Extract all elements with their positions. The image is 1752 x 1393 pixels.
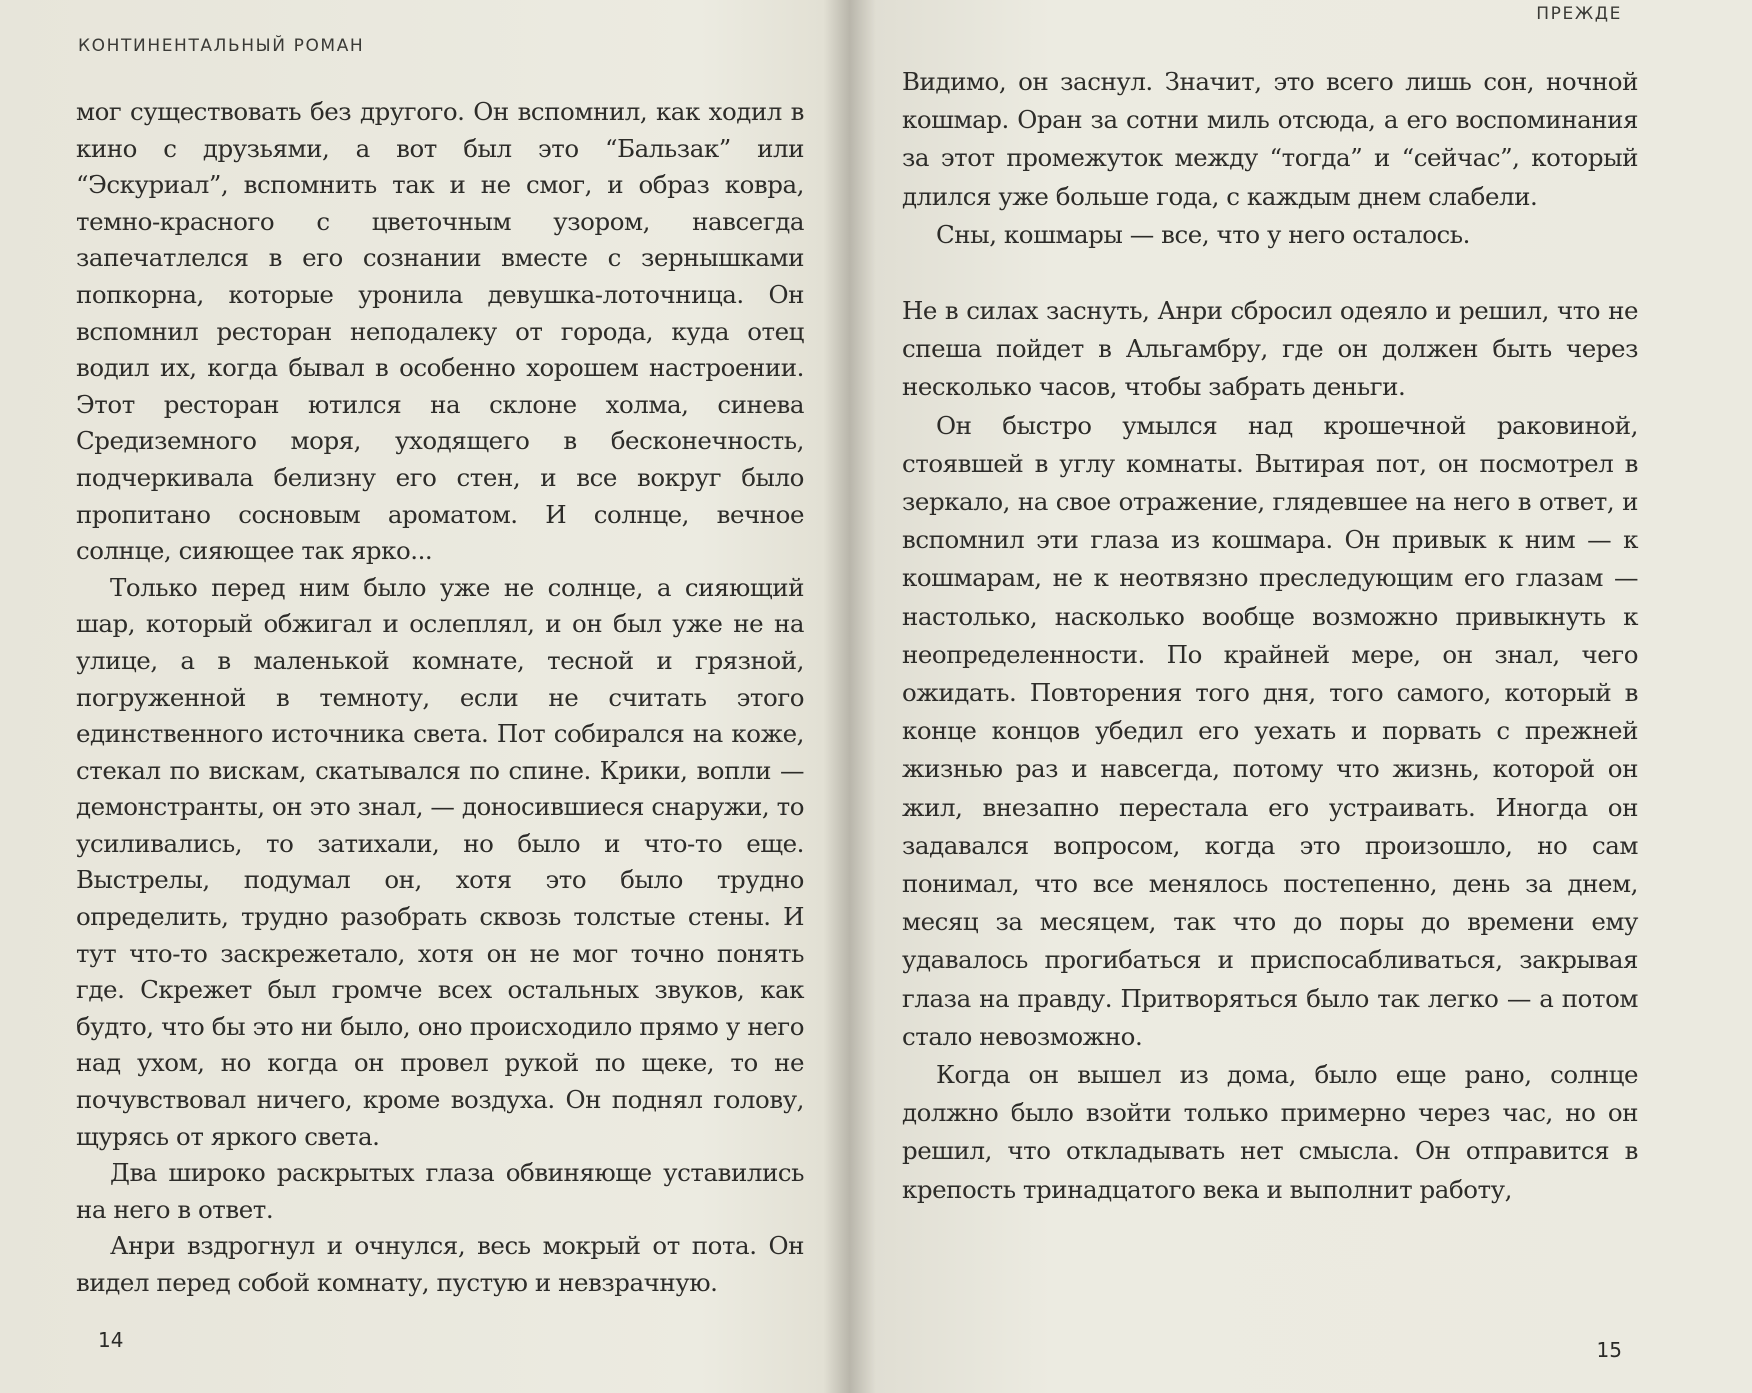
page-number-right: 15	[1596, 1338, 1622, 1362]
paragraph: мог существовать без другого. Он вспомнил, как ходил в кино с друзьями, а вот был это “Бальзак” или “Эскуриал”, вспомнить так и не смог, и образ ковра, темно-красного с цветочным узором, навсегда запечатлелся в его сознании вместе с зернышками попкорна, которые уронила девушка-лоточница. Он вспомнил ресторан неподалеку от города, куда отец водил их, когда бывал в особенно хорошем настроении. Этот ресторан ютился на склоне холма, синева Средиземного моря, уходящего в бесконечность, подчеркивала белизну его стен, и все вокруг было пропитано сосновым ароматом. И солнце, вечное солнце, сияющее так ярко...	[76, 97, 804, 566]
paragraph: Сны, кошмары — все, что у него осталось.	[936, 219, 1470, 249]
paragraph: Только перед ним было уже не солнце, а сияющий шар, который обжигал и ослеплял, и он был уже не на улице, а в маленькой комнате, тесной и грязной, погруженной в темноту, если не считать этого единственного источника света. Пот собирался на коже, стекал по вискам, скатывался по спине. Крики, вопли — демонстранты, он это знал, — доносившиеся снаружи, то усиливались, то затихали, но было и что-то еще. Выстрелы, подумал он, хотя это было трудно определить, трудно разобрать сквозь толстые стены. И тут что-то заскрежетало, хотя он не мог точно понять где. Скрежет был громче всех остальных звуков, как будто, что бы это ни было, оно происходило прямо у него над ухом, но когда он провел рукой по щеке, то не почувствовал ничего, кроме воздуха. Он поднял голову, щурясь от яркого света.	[76, 572, 804, 1151]
right-page-text	[902, 63, 1638, 1209]
running-head-left: КОНТИНЕНТАЛЬНЫЙ РОМАН	[78, 36, 365, 56]
page-number-left: 14	[98, 1328, 124, 1352]
left-page-text	[76, 94, 804, 1302]
paragraph: Анри вздрогнул и очнулся, весь мокрый от пота. Он видел перед собой комнату, пустую и невзрачную.	[76, 1231, 804, 1297]
left-page	[0, 0, 840, 1393]
right-page	[855, 0, 1752, 1393]
paragraph: Два широко раскрытых глаза обвиняюще уставились на него в ответ.	[76, 1158, 804, 1224]
paragraph: Не в силах заснуть, Анри сбросил одеяло и решил, что не спеша пойдет в Альгамбру, где он должен быть через несколько часов, чтобы забрать деньги.	[902, 296, 1638, 402]
running-head-right: ПРЕЖДЕ	[1536, 4, 1622, 24]
paragraph: Он быстро умылся над крошечной раковиной, стоявшей в углу комнаты. Вытирая пот, он посмотрел в зеркало, на свое отражение, глядевшее на него в ответ, и вспомнил эти глаза из кошмара. Он привык к ним — к кошмарам, не к неотвязно преследующим его глазам — настолько, насколько вообще возможно привыкнуть к неопределенности. По крайней мере, он знал, чего ожидать. Повторения того дня, того самого, который в конце концов убедил его уехать и порвать с прежней жизнью раз и навсегда, потому что жизнь, которой он жил, внезапно перестала его устраивать. Иногда он задавался вопросом, когда это произошло, но сам понимал, что все менялось постепенно, день за днем, месяц за месяцем, так что до поры до времени ему удавалось прогибаться и приспосабливаться, закрывая глаза на правду. Притворяться было так легко — а потом стало невозможно.	[902, 410, 1638, 1051]
paragraph: Когда он вышел из дома, было еще рано, солнце должно было взойти только примерно через час, но он решил, что откладывать нет смысла. Он отправится в крепость тринадцатого века и выполнит работу,	[902, 1060, 1638, 1204]
paragraph: Видимо, он заснул. Значит, это всего лишь сон, ночной кошмар. Оран за сотни миль отсюда, а его воспоминания за этот промежуток между “тогда” и “сейчас”, который длился уже больше года, с каждым днем слабели.	[902, 67, 1638, 211]
